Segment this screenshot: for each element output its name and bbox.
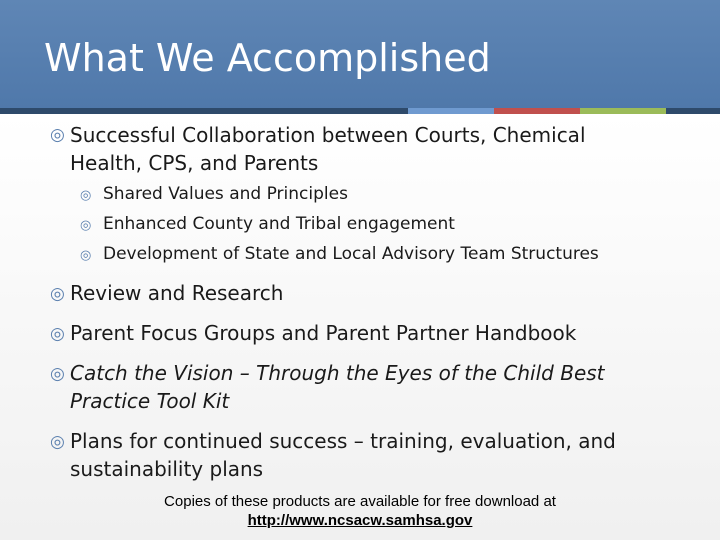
circle-bullet-icon: ◎ — [50, 284, 65, 304]
bullet-item-catch-the-vision: Catch the Vision – Through the Eyes of the Child Best Practice Tool Kit — [70, 361, 605, 413]
footer-note: Copies of these products are available for free download at — [164, 493, 556, 510]
slide-title: What We Accomplished — [44, 36, 491, 80]
circle-bullet-icon: ◎ — [50, 432, 65, 452]
bullet-item-collaboration: Successful Collaboration between Courts, Chemical Health, CPS, and Parents — [70, 123, 586, 175]
bullet-item-plans: Plans for continued success – training, evaluation, and sustainability plans — [70, 429, 616, 481]
circle-bullet-icon: ◎ — [50, 364, 65, 384]
bullet-item-review-research: Review and Research — [70, 281, 284, 305]
circle-bullet-icon: ◎ — [80, 218, 92, 233]
circle-bullet-icon: ◎ — [80, 248, 92, 263]
circle-bullet-icon: ◎ — [80, 188, 92, 203]
circle-bullet-icon: ◎ — [50, 324, 65, 344]
footer-link-row — [0, 511, 720, 530]
sub-item-advisory-team: Development of State and Local Advisory Team Structures — [103, 244, 599, 264]
sub-item-shared-values: Shared Values and Principles — [103, 184, 348, 204]
title-bar — [0, 0, 720, 110]
sub-item-county-tribal: Enhanced County and Tribal engagement — [103, 214, 455, 234]
download-link[interactable]: http://www.ncsacw.samhsa.gov — [247, 512, 473, 529]
bullet-item-parent-focus: Parent Focus Groups and Parent Partner Handbook — [70, 321, 577, 345]
circle-bullet-icon: ◎ — [50, 125, 65, 145]
